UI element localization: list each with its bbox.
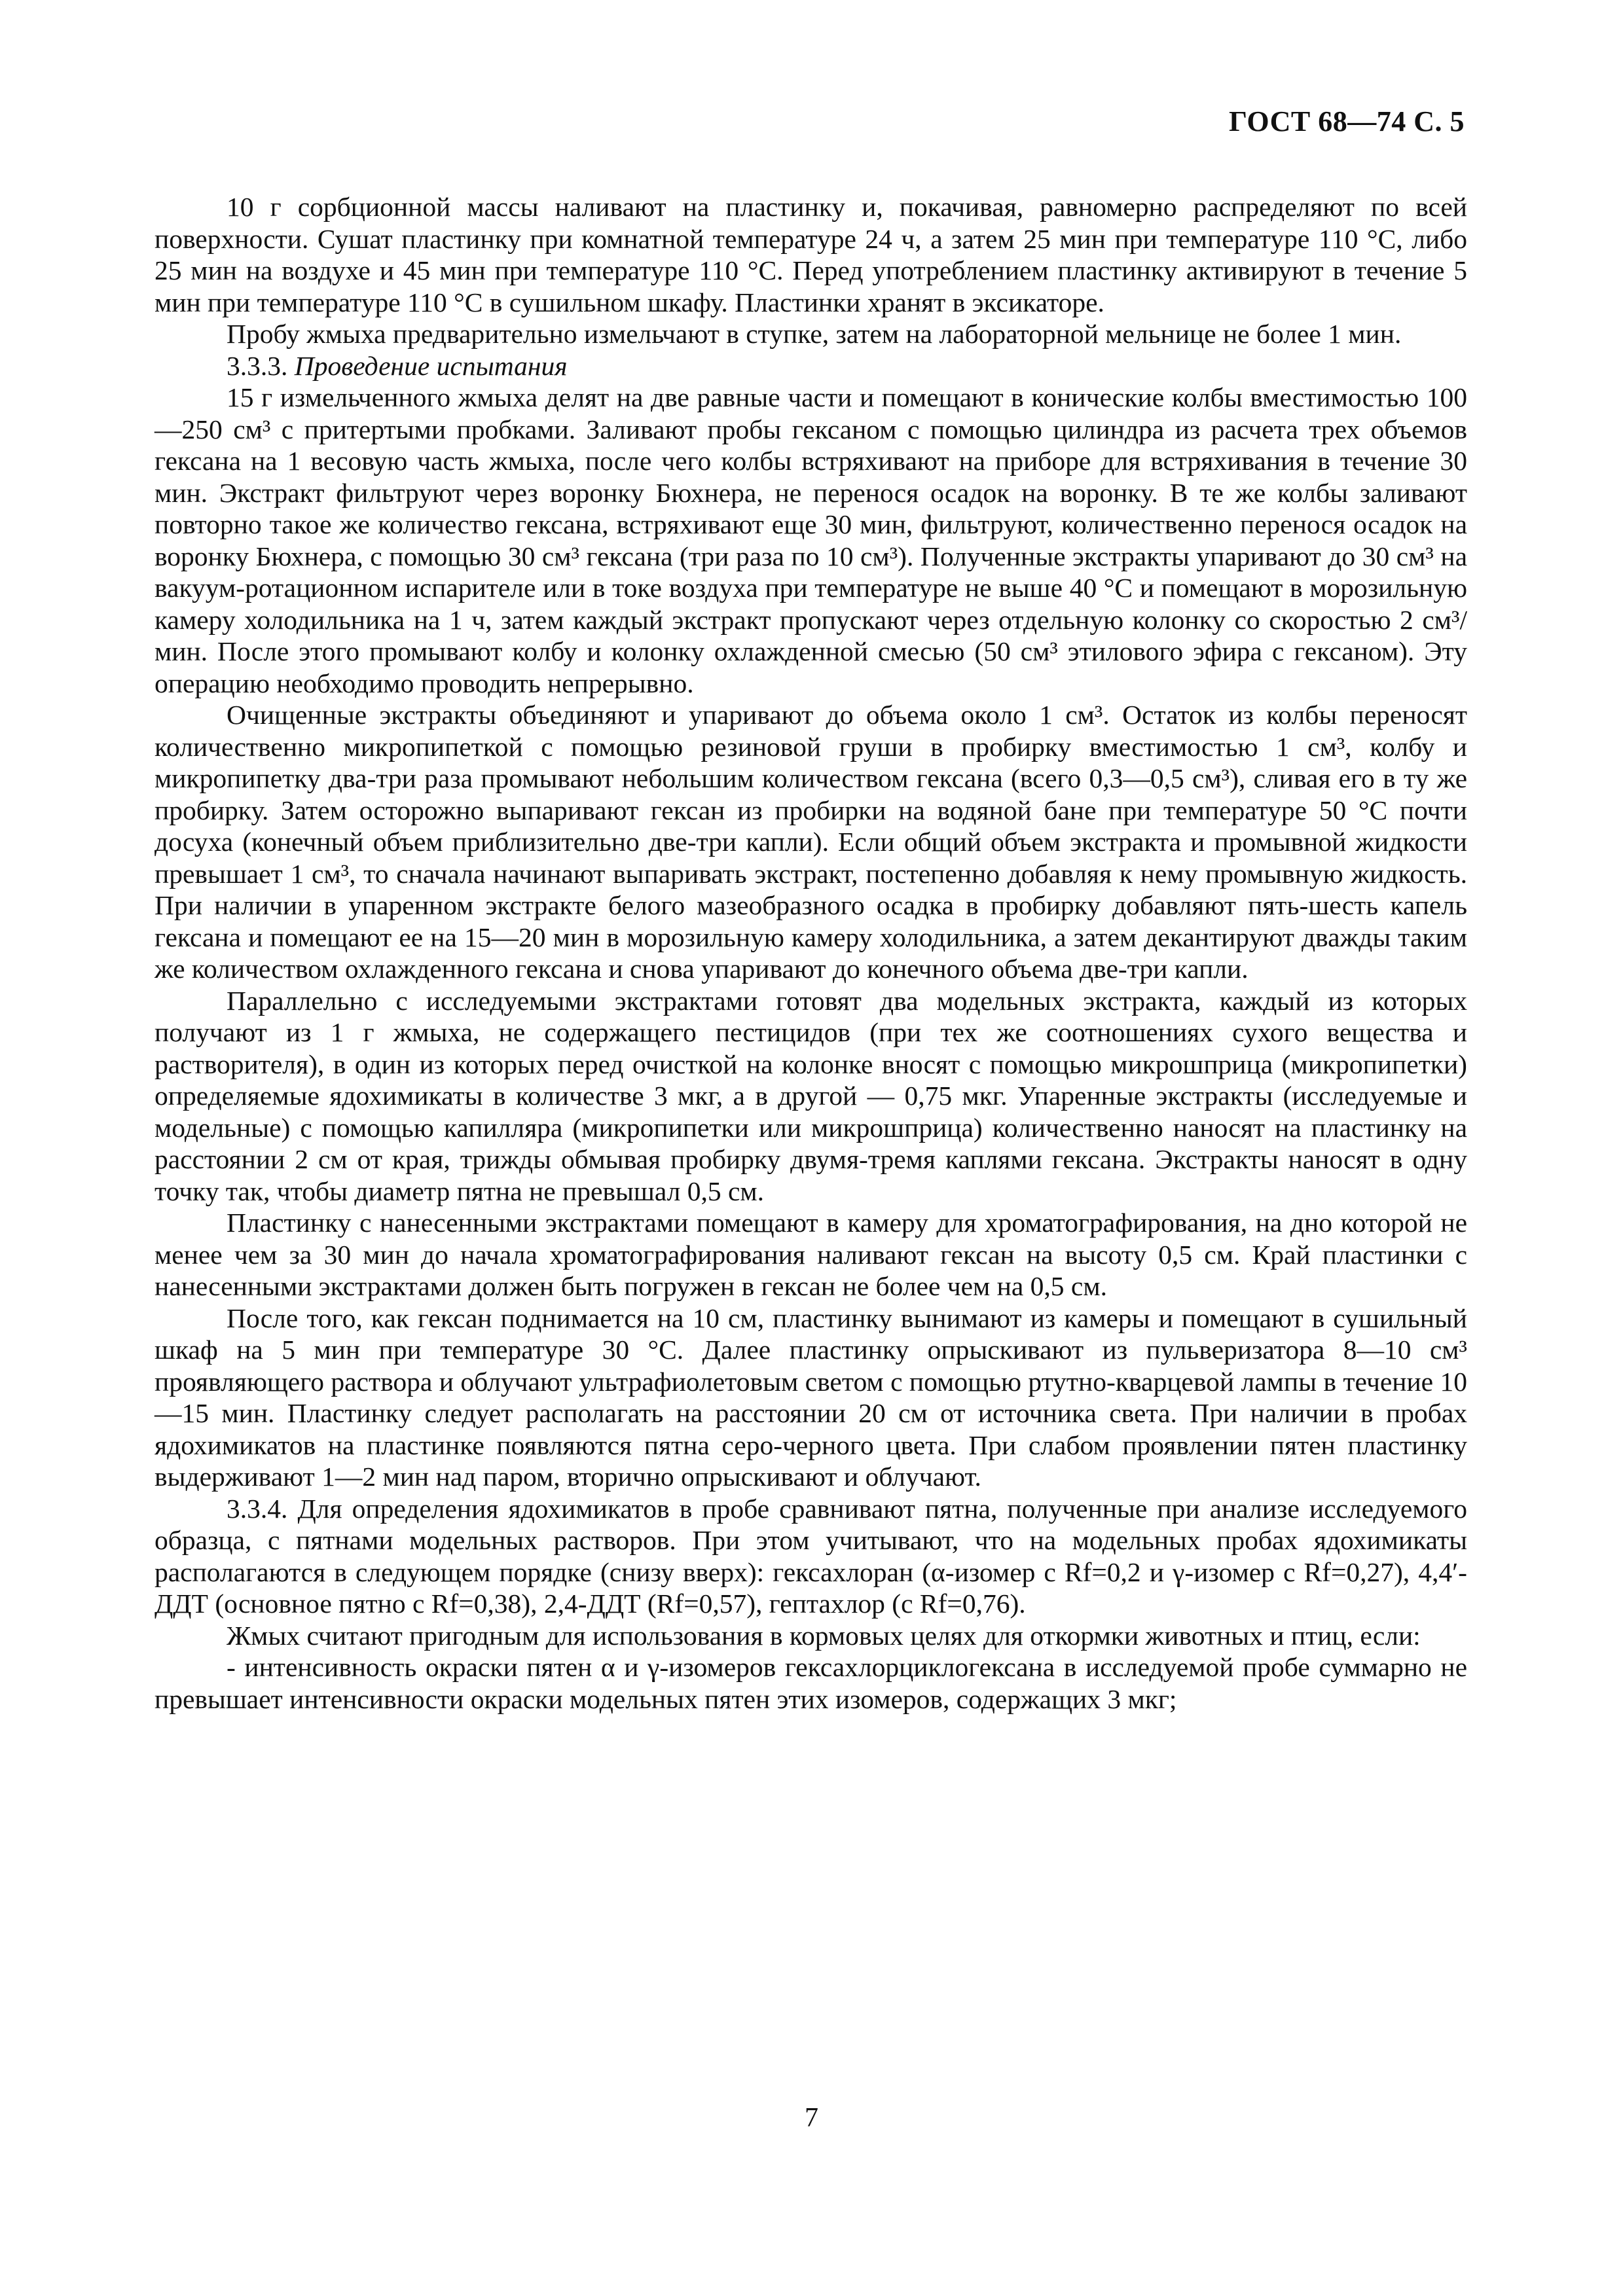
- paragraph-model-extracts: Параллельно с исследуемыми экстрактами готовят два модельных экстракта, каждый из которых получают из 1 г жмыха, не содержащего пестицидов (при тех же соотношениях сухого вещества и растворителя), в один из которых перед очисткой на колонке вносят с помощью микрошприца (микропипетки) определяемые ядохимикаты в количестве 3 мкг, а в другой — 0,75 мкг. Упаренные экстракты (исследуемые и модельные) с помощью капилляра (микропипетки или микрошприца) количественно наносят на пластинку на расстоянии 2 см от края, трижды обмывая пробирку двумя-тремя каплями гексана. Экстракты наносят в одну точку так, чтобы диаметр пятна не превышал 0,5 см.: [155, 985, 1467, 1206]
- page-number: 7: [805, 2103, 818, 2133]
- document-body: [155, 191, 1467, 1715]
- paragraph-development: После того, как гексан поднимается на 10 см, пластинку вынимают из камеры и помещают в сушильный шкаф на 5 мин при температуре 30 °С. Далее пластинку опрыскивают из пульверизатора 8—10 см³ проявляющего раствора и облучают ультрафиолетовым светом с помощью ртутно-кварцевой лампы в течение 10—15 мин. Пластинку следует располагать на расстоянии 20 см от источника света. При наличии в пробах ядохимикатов на пластинке появляются пятна серо-черного цвета. При слабом проявлении пятен пластинку выдерживают 1—2 мин над паром, вторично опрыскивают и облучают.: [155, 1302, 1467, 1492]
- page-header: ГОСТ 68—74 С. 5: [1228, 105, 1465, 137]
- paragraph-3-3-4: 3.3.4. Для определения ядохимикатов в пробе сравнивают пятна, полученные при анализе исследуемого образца, с пятнами модельных растворов. При этом учитывают, что на модельных пробах ядохимикаты располагаются в следующем порядке (снизу вверх): гексахлоран (α-изомер с Rf=0,2 и γ-изомер с Rf=0,27), 4,4′-ДДТ (основное пятно с Rf=0,38), 2,4-ДДТ (Rf=0,57), гептахлор (с Rf=0,76).: [155, 1493, 1467, 1619]
- paragraph-extraction: 15 г измельченного жмыха делят на две равные части и помещают в конические колбы вместимостью 100—250 см³ с притертыми пробками. Заливают пробы гексаном с помощью цилиндра из расчета трех объемов гексана на 1 весовую часть жмыха, после чего колбы встряхивают на приборе для встряхивания в течение 30 мин. Экстракт фильтруют через воронку Бюхнера, не перенося осадок на воронку. В те же колбы заливают повторно такое же количество гексана, встряхивают еще 30 мин, фильтруют, количественно перенося осадок на воронку Бюхнера, с помощью 30 см³ гексана (три раза по 10 см³). Полученные экстракты упаривают до 30 см³ на вакуум-ротационном испарителе или в токе воздуха при температуре не выше 40 °С и помещают в морозильную камеру холодильника на 1 ч, затем каждый экстракт пропускают через отдельную колонку со скоростью 2 см³/мин. После этого промывают колбу и колонку охлажденной смесью (50 см³ этилового эфира с гексаном). Эту операцию необходимо проводить непрерывно.: [155, 382, 1467, 698]
- paragraph-sample-grinding: Пробу жмыха предварительно измельчают в ступке, затем на лабораторной мельнице не более 1 мин.: [227, 319, 1402, 349]
- paragraph-purification: Очищенные экстракты объединяют и упаривают до объема около 1 см³. Остаток из колбы переносят количественно микропипеткой с помощью резиновой груши в пробирку вместимостью 1 см³, колбу и микропипетку два-три раза промывают небольшим количеством гексана (всего 0,3—0,5 см³), сливая его в ту же пробирку. Затем осторожно выпаривают гексан из пробирки на водяной бане при температуре 50 °С почти досуха (конечный объем приблизительно две-три капли). Если общий объем экстракта и промывной жидкости превышает 1 см³, то сначала начинают выпаривать экстракт, постепенно добавляя к нему промывную жидкость. При наличии в упаренном экстракте белого мазеобразного осадка в пробирку добавляют пять-шесть капель гексана и помещают ее на 15—20 мин в морозильную камеру холодильника, а затем декантируют дважды таким же количеством охлажденного гексана и снова упаривают до конечного объема две-три капли.: [155, 700, 1467, 984]
- section-title: Проведение испытания: [294, 350, 568, 381]
- section-number: 3.3.3.: [227, 350, 288, 381]
- paragraph-plate-preparation: 10 г сорбционной массы наливают на пластинку и, покачивая, равномерно распределяют по всей поверхности. Сушат пластинку при комнатной температуре 24 ч, а затем 25 мин при температуре 110 °С, либо 25 мин на воздухе и 45 мин при температуре 110 °С. Перед употреблением пластинку активируют в течение 5 мин при температуре 110 °С в сушильном шкафу. Пластинки хранят в эксикаторе.: [155, 192, 1467, 317]
- paragraph-chromatography-chamber: Пластинку с нанесенными экстрактами помещают в камеру для хроматографирования, на дно которой не менее чем за 30 мин до начала хроматографирования наливают гексан на высоту 0,5 см. Край пластинки с нанесенными экстрактами должен быть погружен в гексан не более чем на 0,5 см.: [155, 1208, 1467, 1301]
- section-heading-3-3-3: [155, 350, 1467, 382]
- paragraph-suitability: Жмых считают пригодным для использования в кормовых целях для откормки животных и птиц, если:: [227, 1620, 1421, 1651]
- paragraph-criterion-hch: - интенсивность окраски пятен α и γ-изомеров гексахлорциклогексана в исследуемой пробе суммарно не превышает интенсивности окраски модельных пятен этих изомеров, содержащих 3 мкг;: [155, 1652, 1467, 1714]
